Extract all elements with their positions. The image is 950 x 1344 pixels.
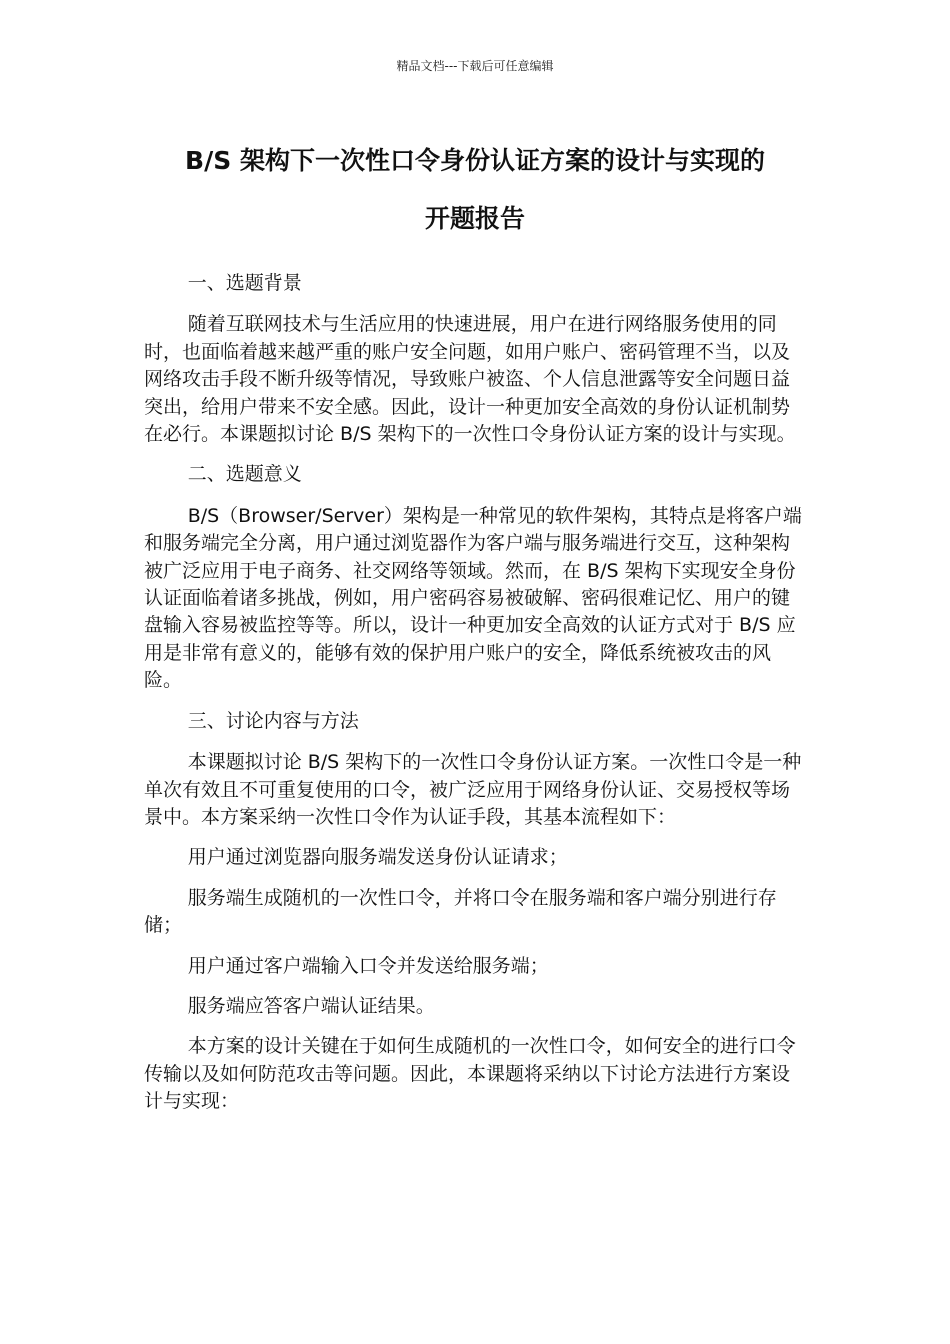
flow-step-2: 服务端生成随机的一次性口令，并将口令在服务端和客户端分别进行存储； (144, 886, 777, 937)
document-body (144, 270, 804, 1129)
document-title (120, 132, 830, 248)
flow-step-3: 用户通过客户端输入口令并发送给服务端； (187, 954, 549, 977)
section-heading-methods: 三、讨论内容与方法 (187, 709, 359, 732)
title-line-1: B/S 架构下一次性口令身份认证方案的设计与实现的 (185, 146, 765, 175)
paragraph-significance: B/S（Browser/Server）架构是一种常见的软件架构，其特点是将客户端和服务端完全分离，用户通过浏览器作为客户端与服务端进行交互，这种架构被广泛应用于电子商务、社交网络等领域。然而，在 B/S 架构下实现安全身份认证面临着诸多挑战，例如，用户密码容易被破解、密码很难记忆、用户的键盘输入容易被监控等等。所以，设计一种更加安全高效的认证方式对于 B/S 应用是非常有意义的，能够有效的保护用户账户的安全，降低系统被攻击的风险。 (144, 504, 802, 692)
section-heading-significance: 二、选题意义 (187, 463, 302, 486)
paragraph-methods-intro: 本课题拟讨论 B/S 架构下的一次性口令身份认证方案。一次性口令是一种单次有效且不可重复使用的口令，被广泛应用于网络身份认证、交易授权等场景中。本方案采纳一次性口令作为认证手段，其基本流程如下： (144, 751, 802, 828)
header-note: 精品文档---下载后可任意编辑 (396, 59, 554, 73)
flow-step-1: 用户通过浏览器向服务端发送身份认证请求； (187, 846, 568, 869)
title-line-2: 开题报告 (424, 204, 525, 233)
section-heading-background: 一、选题背景 (187, 272, 302, 294)
flow-step-4: 服务端应答客户端认证结果。 (187, 994, 435, 1017)
paragraph-background: 随着互联网技术与生活应用的快速进展，用户在进行网络服务使用的同时，也面临着越来越严重的账户安全问题，如用户账户、密码管理不当，以及网络攻击手段不断升级等情况，导致账户被盗、个人信息泄露等安全问题日益突出，给用户带来不安全感。因此，设计一种更加安全高效的身份认证机制势在必行。本课题拟讨论 B/S 架构下的一次性口令身份认证方案的设计与实现。 (144, 313, 796, 446)
paragraph-methods-design: 本方案的设计关键在于如何生成随机的一次性口令，如何安全的进行口令传输以及如何防范攻击等问题。因此，本课题将采纳以下讨论方法进行方案设计与实现： (144, 1035, 796, 1113)
